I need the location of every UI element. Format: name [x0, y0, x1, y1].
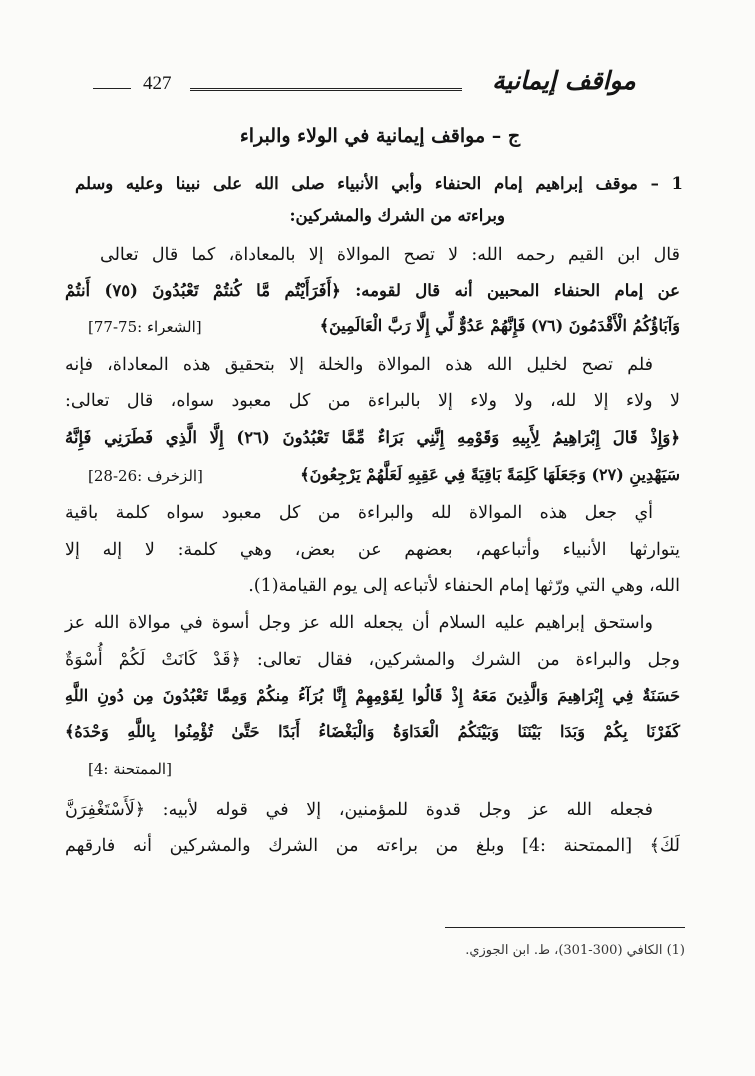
body-line: لا ولاء إلا لله، ولا ولاء إلا بالبراءة من كل معبود سواه، قال تعالى:: [65, 391, 680, 411]
verse-reference: [الممتحنة :4]: [88, 760, 172, 778]
body-line: وجل والبراءة من الشرك والمشركين، فقال تعالى: ﴿قَدْ كَانَتْ لَكُمْ أُسْوَةٌ: [65, 650, 680, 670]
quran-verse: ﴿وَإِذْ قَالَ إِبْرَاهِيمُ لِأَبِيهِ وَقَوْمِهِ إِنَّنِي بَرَاءٌ مِّمَّا تَعْبُدُونَ (٢٦) إِلَّا الَّذِي فَطَرَنِي فَإِنَّهُ: [65, 428, 680, 447]
body-line: عن إمام الحنفاء المحبين أنه قال لقومه: ﴿أَفَرَأَيْتُم مَّا كُنتُمْ تَعْبُدُونَ (٧٥) أَنتُمْ: [65, 281, 680, 300]
section-heading: ج – مواقف إيمانية في الولاء والبراء: [239, 125, 521, 147]
body-line: واستحق إبراهيم عليه السلام أن يجعله الله عز وجل أسوة في موالاة الله عز: [65, 613, 653, 633]
body-line: أي جعل هذه الموالاة لله والبراءة من كل معبود سواه كلمة باقية: [65, 503, 653, 523]
body-line: قال ابن القيم رحمه الله: لا تصح الموالاة إلا بالمعاداة، كما قال تعالى: [100, 245, 680, 265]
body-line: لَكَ﴾ [الممتحنة :4] وبلغ من براءته من الشرك والمشركين أنه فارقهم: [65, 836, 680, 856]
subsection-title-cont: وبراءته من الشرك والمشركين:: [289, 206, 505, 225]
quran-verse: حَسَنَةٌ فِي إِبْرَاهِيمَ وَالَّذِينَ مَعَهُ إِذْ قَالُوا لِقَوْمِهِمْ إِنَّا بُرَآءُ مِنكُمْ وَمِمَّا تَعْبُدُونَ مِن دُونِ اللَّهِ: [65, 686, 680, 705]
subsection-title: 1 – موقف إبراهيم إمام الحنفاء وأبي الأنبياء صلى الله على نبينا وعليه وسلم: [75, 174, 683, 193]
body-line: فلم تصح لخليل الله هذه الموالاة والخلة إلا بتحقيق هذه المعاداة، فإنه: [65, 355, 653, 375]
body-line: فجعله الله عز وجل قدوة للمؤمنين، إلا في قوله لأبيه: ﴿لَأَسْتَغْفِرَنَّ: [65, 800, 653, 820]
running-title: مواقف إيمانية: [492, 66, 636, 95]
verse-reference: [الزخرف :26-28]: [88, 467, 203, 485]
body-line: الله، وهي التي ورّثها إمام الحنفاء لأتباعه إلى يوم القيامة(1).: [248, 576, 680, 596]
header-rule-left: [93, 88, 131, 89]
page-number: 427: [143, 73, 172, 94]
footnote: (1) الكافي (300-301)، ط. ابن الجوزي.: [465, 943, 685, 958]
footnote-rule: [445, 927, 685, 928]
verse-reference: [الشعراء :75-77]: [88, 318, 202, 336]
quran-verse: كَفَرْنَا بِكُمْ وَبَدَا بَيْنَنَا وَبَيْنَكُمُ الْعَدَاوَةُ وَالْبَغْضَاءُ أَبَدًا حَتَّىٰ تُؤْمِنُوا بِاللَّهِ وَحْدَهُ﴾: [65, 722, 680, 741]
header-rule-double: [190, 88, 462, 91]
body-line: يتوارثها الأنبياء وأتباعهم، بعضهم عن بعض، وهي كلمة: لا إله إلا: [65, 540, 680, 560]
quran-verse: سَيَهْدِينِ (٢٧) وَجَعَلَهَا كَلِمَةً بَاقِيَةً فِي عَقِبِهِ لَعَلَّهُمْ يَرْجِعُونَ﴾: [300, 465, 680, 484]
quran-verse: وَآبَاؤُكُمُ الْأَقْدَمُونَ (٧٦) فَإِنَّهُمْ عَدُوٌّ لِّي إِلَّا رَبَّ الْعَالَمِينَ﴾: [319, 316, 680, 335]
